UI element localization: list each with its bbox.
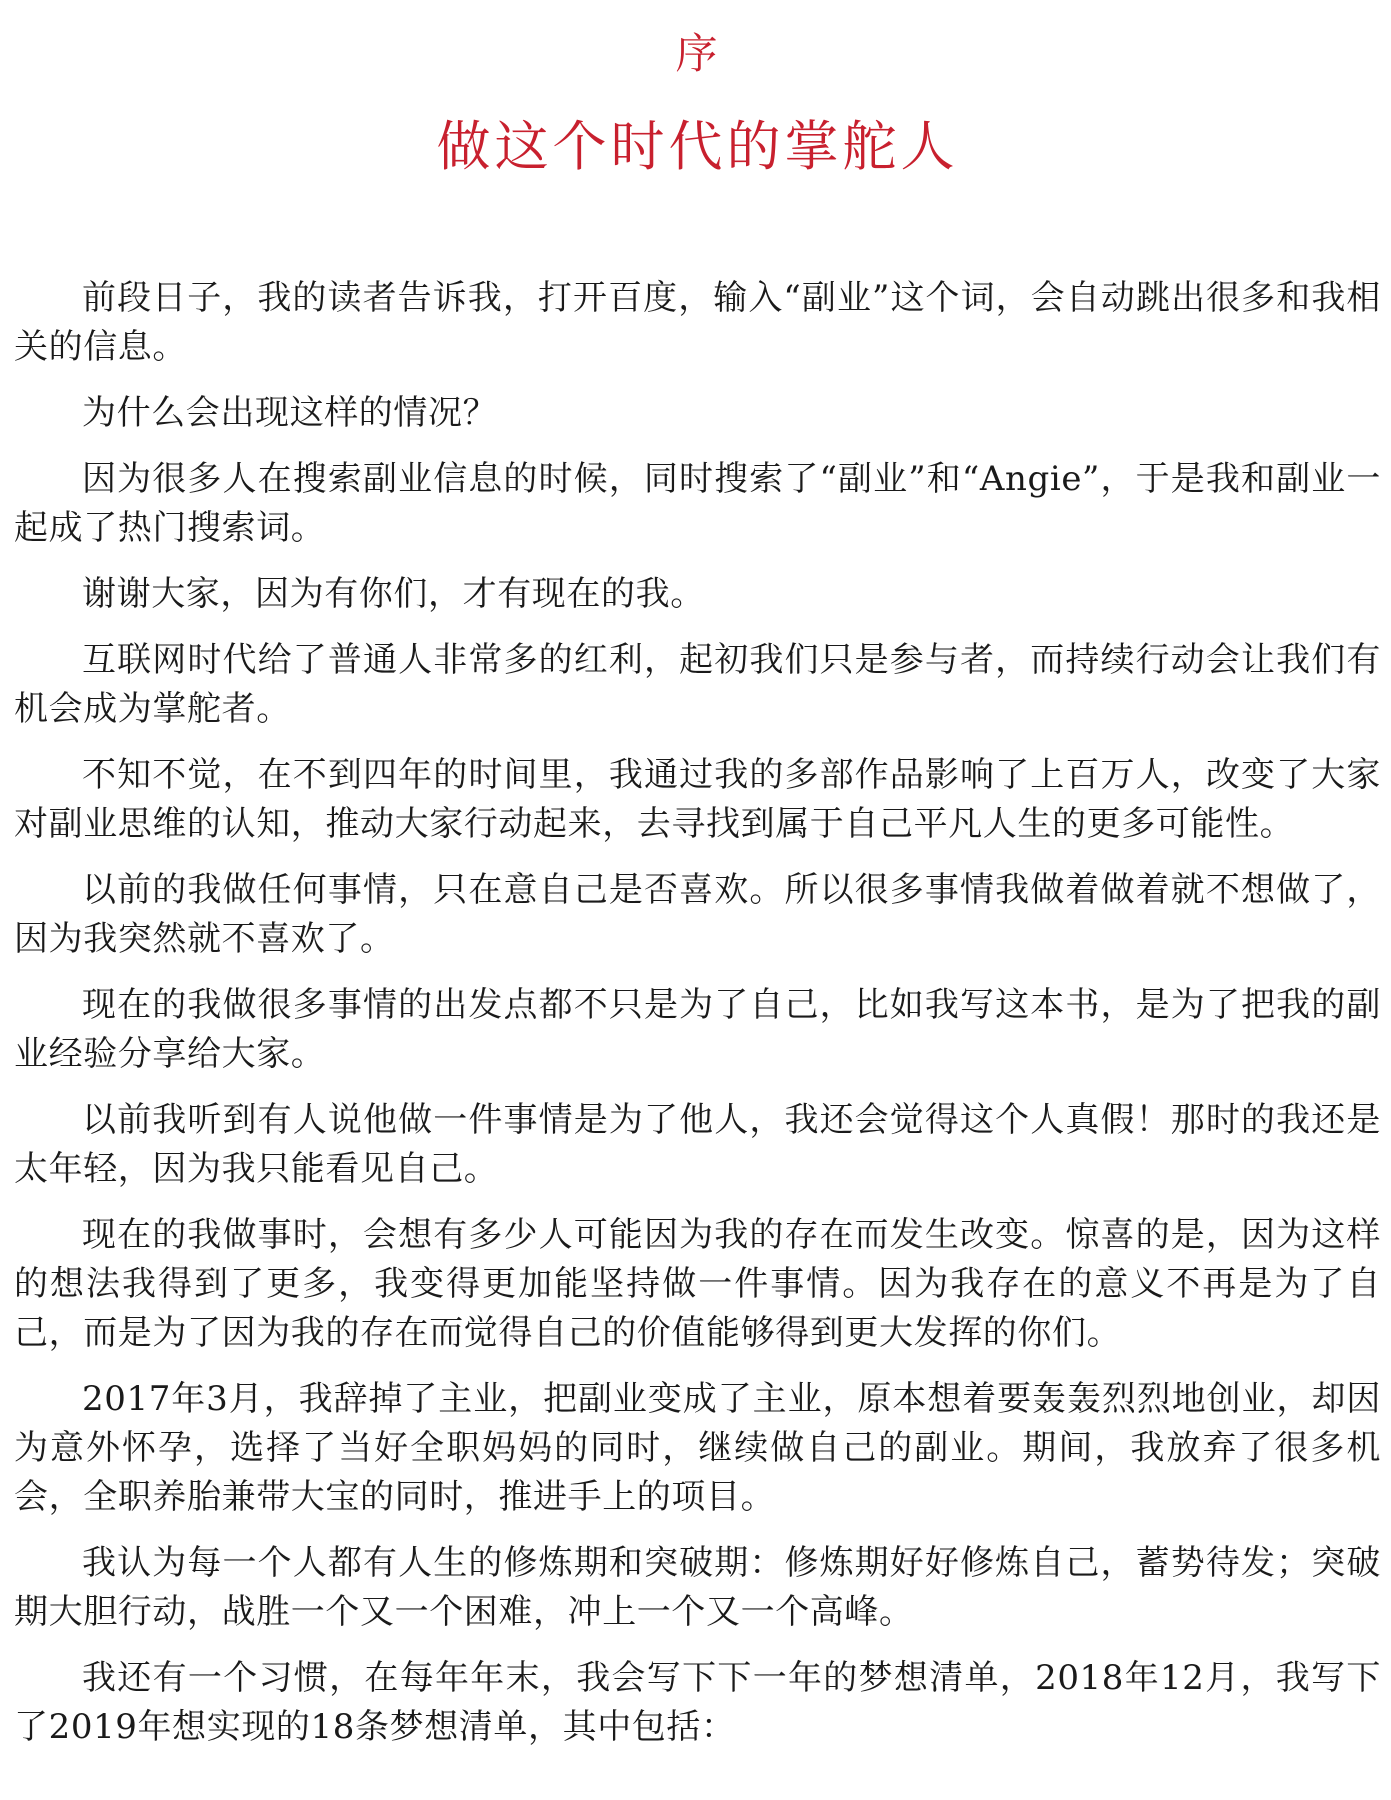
paragraph: 不知不觉，在不到四年的时间里，我通过我的多部作品影响了上百万人，改变了大家对副业思维的认知，推动大家行动起来，去寻找到属于自己平凡人生的更多可能性。: [14, 755, 1381, 844]
paragraph: 以前我听到有人说他做一件事情是为了他人，我还会觉得这个人真假！那时的我还是太年轻，因为我只能看见自己。: [14, 1100, 1381, 1189]
paragraph: 我还有一个习惯，在每年年末，我会写下下一年的梦想清单，2018年12月，我写下了2019年想实现的18条梦想清单，其中包括：: [14, 1658, 1381, 1747]
paragraph: 我认为每一个人都有人生的修炼期和突破期：修炼期好好修炼自己，蓄势待发；突破期大胆行动，战胜一个又一个困难，冲上一个又一个高峰。: [14, 1543, 1381, 1632]
paragraph: 现在的我做事时，会想有多少人可能因为我的存在而发生改变。惊喜的是，因为这样的想法我得到了更多，我变得更加能坚持做一件事情。因为我存在的意义不再是为了自己，而是为了因为我的存在而觉得自己的价值能够得到更大发挥的你们。: [14, 1215, 1381, 1353]
paragraph: 因为很多人在搜索副业信息的时候，同时搜索了“副业”和“Angie”，于是我和副业一起成了热门搜索词。: [14, 459, 1381, 548]
paragraph: 现在的我做很多事情的出发点都不只是为了自己，比如我写这本书，是为了把我的副业经验分享给大家。: [14, 985, 1381, 1074]
paragraph: 互联网时代给了普通人非常多的红利，起初我们只是参与者，而持续行动会让我们有机会成为掌舵者。: [14, 640, 1381, 729]
paragraph: 为什么会出现这样的情况？: [82, 393, 498, 433]
body-text: [14, 274, 1381, 1752]
paragraph: 谢谢大家，因为有你们，才有现在的我。: [82, 574, 705, 614]
paragraph: 2017年3月，我辞掉了主业，把副业变成了主业，原本想着要轰轰烈烈地创业，却因为意外怀孕，选择了当好全职妈妈的同时，继续做自己的副业。期间，我放弃了很多机会，全职养胎兼带大宝的同时，推进手上的项目。: [14, 1379, 1381, 1517]
chapter-title: 做这个时代的掌舵人: [436, 115, 959, 178]
paragraph: 前段日子，我的读者告诉我，打开百度，输入“副业”这个词，会自动跳出很多和我相关的信息。: [14, 278, 1381, 367]
paragraph: 以前的我做任何事情，只在意自己是否喜欢。所以很多事情我做着做着就不想做了，因为我突然就不喜欢了。: [14, 870, 1381, 959]
preface-label: 序: [675, 29, 720, 78]
